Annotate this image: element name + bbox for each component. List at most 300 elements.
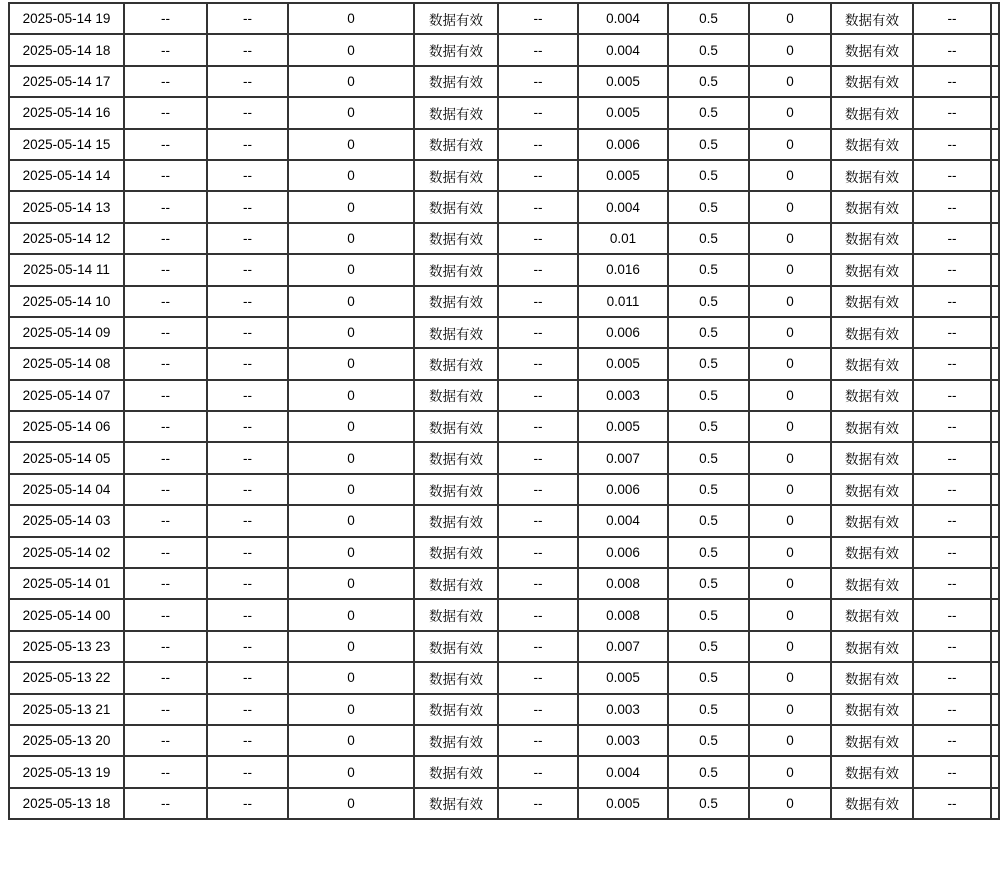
cell-datetime: 2025-05-14 15 xyxy=(9,129,124,160)
cell-zero-a: 0 xyxy=(288,317,414,348)
cell-cutoff xyxy=(991,97,999,128)
cell-datetime: 2025-05-14 06 xyxy=(9,411,124,442)
cell-zero-b: 0 xyxy=(749,505,831,536)
cell-status-b: 数据有效 xyxy=(831,599,913,630)
cell-cutoff xyxy=(991,380,999,411)
table-row xyxy=(9,223,999,254)
cell-dash-b: -- xyxy=(207,599,288,630)
cell-dash-c: -- xyxy=(498,348,578,379)
cell-cutoff xyxy=(991,537,999,568)
cell-zero-a: 0 xyxy=(288,286,414,317)
cell-datetime: 2025-05-14 13 xyxy=(9,191,124,222)
cell-dash-c: -- xyxy=(498,442,578,473)
cell-dash-b: -- xyxy=(207,662,288,693)
cell-threshold: 0.5 xyxy=(668,599,749,630)
table-row xyxy=(9,631,999,662)
cell-dash-b: -- xyxy=(207,442,288,473)
cell-status-b: 数据有效 xyxy=(831,788,913,819)
cell-status-b: 数据有效 xyxy=(831,286,913,317)
cell-cutoff xyxy=(991,254,999,285)
cell-dash-d: -- xyxy=(913,725,991,756)
cell-dash-a: -- xyxy=(124,411,207,442)
cell-dash-c: -- xyxy=(498,537,578,568)
cell-zero-b: 0 xyxy=(749,160,831,191)
cell-dash-a: -- xyxy=(124,34,207,65)
cell-cutoff xyxy=(991,599,999,630)
cell-dash-a: -- xyxy=(124,348,207,379)
cell-dash-c: -- xyxy=(498,631,578,662)
cell-zero-b: 0 xyxy=(749,286,831,317)
cell-status-a: 数据有效 xyxy=(414,411,498,442)
cell-value: 0.005 xyxy=(578,160,668,191)
cell-zero-a: 0 xyxy=(288,66,414,97)
cell-dash-b: -- xyxy=(207,66,288,97)
cell-cutoff xyxy=(991,191,999,222)
cell-threshold: 0.5 xyxy=(668,568,749,599)
cell-zero-b: 0 xyxy=(749,474,831,505)
cell-dash-c: -- xyxy=(498,694,578,725)
table-row xyxy=(9,348,999,379)
cell-dash-d: -- xyxy=(913,34,991,65)
cell-status-b: 数据有效 xyxy=(831,568,913,599)
cell-status-a: 数据有效 xyxy=(414,505,498,536)
cell-datetime: 2025-05-14 00 xyxy=(9,599,124,630)
cell-status-a: 数据有效 xyxy=(414,694,498,725)
cell-datetime: 2025-05-14 09 xyxy=(9,317,124,348)
cell-status-b: 数据有效 xyxy=(831,254,913,285)
cell-status-a: 数据有效 xyxy=(414,474,498,505)
cell-datetime: 2025-05-14 08 xyxy=(9,348,124,379)
cell-dash-d: -- xyxy=(913,442,991,473)
table-row xyxy=(9,568,999,599)
cell-zero-a: 0 xyxy=(288,160,414,191)
cell-dash-b: -- xyxy=(207,223,288,254)
cell-cutoff xyxy=(991,442,999,473)
table-row xyxy=(9,756,999,787)
cell-dash-c: -- xyxy=(498,411,578,442)
table-row xyxy=(9,662,999,693)
table-row xyxy=(9,380,999,411)
cell-dash-b: -- xyxy=(207,568,288,599)
cell-status-a: 数据有效 xyxy=(414,160,498,191)
cell-datetime: 2025-05-14 10 xyxy=(9,286,124,317)
cell-datetime: 2025-05-14 01 xyxy=(9,568,124,599)
cell-value: 0.004 xyxy=(578,756,668,787)
cell-status-a: 数据有效 xyxy=(414,442,498,473)
cell-cutoff xyxy=(991,3,999,34)
cell-dash-c: -- xyxy=(498,599,578,630)
cell-dash-a: -- xyxy=(124,474,207,505)
cell-cutoff xyxy=(991,286,999,317)
cell-dash-a: -- xyxy=(124,286,207,317)
cell-dash-b: -- xyxy=(207,97,288,128)
table-row xyxy=(9,599,999,630)
cell-threshold: 0.5 xyxy=(668,191,749,222)
cell-zero-b: 0 xyxy=(749,254,831,285)
table-body xyxy=(9,3,999,819)
cell-dash-d: -- xyxy=(913,380,991,411)
cell-zero-a: 0 xyxy=(288,411,414,442)
cell-status-a: 数据有效 xyxy=(414,254,498,285)
cell-status-b: 数据有效 xyxy=(831,474,913,505)
cell-dash-d: -- xyxy=(913,223,991,254)
cell-threshold: 0.5 xyxy=(668,474,749,505)
table-row xyxy=(9,317,999,348)
cell-dash-a: -- xyxy=(124,66,207,97)
cell-status-b: 数据有效 xyxy=(831,380,913,411)
cell-dash-d: -- xyxy=(913,317,991,348)
cell-zero-b: 0 xyxy=(749,97,831,128)
table-row xyxy=(9,286,999,317)
cell-dash-b: -- xyxy=(207,160,288,191)
cell-dash-d: -- xyxy=(913,537,991,568)
cell-dash-d: -- xyxy=(913,756,991,787)
cell-status-a: 数据有效 xyxy=(414,725,498,756)
cell-status-a: 数据有效 xyxy=(414,317,498,348)
cell-zero-b: 0 xyxy=(749,694,831,725)
table-row xyxy=(9,66,999,97)
cell-status-b: 数据有效 xyxy=(831,537,913,568)
cell-datetime: 2025-05-13 19 xyxy=(9,756,124,787)
cell-datetime: 2025-05-14 19 xyxy=(9,3,124,34)
table-row xyxy=(9,129,999,160)
cell-status-a: 数据有效 xyxy=(414,380,498,411)
cell-dash-b: -- xyxy=(207,3,288,34)
cell-threshold: 0.5 xyxy=(668,3,749,34)
cell-dash-c: -- xyxy=(498,66,578,97)
cell-zero-a: 0 xyxy=(288,756,414,787)
cell-datetime: 2025-05-14 02 xyxy=(9,537,124,568)
cell-status-a: 数据有效 xyxy=(414,97,498,128)
cell-dash-b: -- xyxy=(207,537,288,568)
cell-zero-a: 0 xyxy=(288,191,414,222)
cell-status-a: 数据有效 xyxy=(414,537,498,568)
cell-threshold: 0.5 xyxy=(668,223,749,254)
table-row xyxy=(9,442,999,473)
cell-value: 0.005 xyxy=(578,97,668,128)
data-table xyxy=(8,2,1000,820)
cell-dash-c: -- xyxy=(498,286,578,317)
cell-threshold: 0.5 xyxy=(668,411,749,442)
cell-zero-b: 0 xyxy=(749,788,831,819)
cell-status-b: 数据有效 xyxy=(831,442,913,473)
cell-status-a: 数据有效 xyxy=(414,568,498,599)
cell-threshold: 0.5 xyxy=(668,160,749,191)
cell-status-b: 数据有效 xyxy=(831,129,913,160)
cell-dash-a: -- xyxy=(124,537,207,568)
cell-value: 0.006 xyxy=(578,474,668,505)
cell-status-a: 数据有效 xyxy=(414,788,498,819)
cell-zero-a: 0 xyxy=(288,631,414,662)
table-row xyxy=(9,537,999,568)
cell-zero-a: 0 xyxy=(288,505,414,536)
table-row xyxy=(9,694,999,725)
cell-dash-c: -- xyxy=(498,3,578,34)
cell-zero-b: 0 xyxy=(749,442,831,473)
cell-value: 0.007 xyxy=(578,442,668,473)
cell-dash-d: -- xyxy=(913,411,991,442)
cell-status-a: 数据有效 xyxy=(414,599,498,630)
cell-dash-c: -- xyxy=(498,568,578,599)
cell-dash-d: -- xyxy=(913,474,991,505)
table-row xyxy=(9,191,999,222)
cell-status-a: 数据有效 xyxy=(414,756,498,787)
cell-dash-a: -- xyxy=(124,788,207,819)
cell-dash-b: -- xyxy=(207,505,288,536)
cell-datetime: 2025-05-14 18 xyxy=(9,34,124,65)
cell-value: 0.011 xyxy=(578,286,668,317)
cell-datetime: 2025-05-14 12 xyxy=(9,223,124,254)
cell-threshold: 0.5 xyxy=(668,286,749,317)
cell-dash-c: -- xyxy=(498,380,578,411)
cell-cutoff xyxy=(991,317,999,348)
cell-value: 0.003 xyxy=(578,725,668,756)
cell-dash-b: -- xyxy=(207,254,288,285)
cell-cutoff xyxy=(991,725,999,756)
cell-datetime: 2025-05-14 03 xyxy=(9,505,124,536)
cell-value: 0.005 xyxy=(578,348,668,379)
cell-dash-c: -- xyxy=(498,505,578,536)
cell-value: 0.004 xyxy=(578,3,668,34)
cell-zero-a: 0 xyxy=(288,662,414,693)
cell-status-b: 数据有效 xyxy=(831,97,913,128)
cell-dash-a: -- xyxy=(124,380,207,411)
cell-dash-d: -- xyxy=(913,160,991,191)
cell-zero-a: 0 xyxy=(288,694,414,725)
cell-status-b: 数据有效 xyxy=(831,160,913,191)
cell-zero-b: 0 xyxy=(749,66,831,97)
cell-status-b: 数据有效 xyxy=(831,505,913,536)
cell-dash-a: -- xyxy=(124,3,207,34)
cell-dash-a: -- xyxy=(124,97,207,128)
cell-status-b: 数据有效 xyxy=(831,66,913,97)
cell-dash-a: -- xyxy=(124,223,207,254)
cell-zero-b: 0 xyxy=(749,3,831,34)
cell-value: 0.006 xyxy=(578,317,668,348)
cell-dash-b: -- xyxy=(207,317,288,348)
cell-zero-b: 0 xyxy=(749,317,831,348)
cell-value: 0.008 xyxy=(578,568,668,599)
cell-status-a: 数据有效 xyxy=(414,3,498,34)
cell-cutoff xyxy=(991,788,999,819)
cell-cutoff xyxy=(991,505,999,536)
cell-status-a: 数据有效 xyxy=(414,631,498,662)
table-row xyxy=(9,3,999,34)
cell-status-a: 数据有效 xyxy=(414,348,498,379)
cell-dash-a: -- xyxy=(124,317,207,348)
cell-dash-d: -- xyxy=(913,662,991,693)
cell-cutoff xyxy=(991,568,999,599)
cell-zero-a: 0 xyxy=(288,254,414,285)
cell-threshold: 0.5 xyxy=(668,317,749,348)
cell-zero-a: 0 xyxy=(288,380,414,411)
cell-value: 0.01 xyxy=(578,223,668,254)
cell-dash-c: -- xyxy=(498,317,578,348)
cell-zero-b: 0 xyxy=(749,380,831,411)
cell-dash-b: -- xyxy=(207,474,288,505)
cell-dash-c: -- xyxy=(498,254,578,285)
cell-status-b: 数据有效 xyxy=(831,725,913,756)
cell-dash-b: -- xyxy=(207,788,288,819)
cell-threshold: 0.5 xyxy=(668,348,749,379)
cell-dash-b: -- xyxy=(207,694,288,725)
cell-dash-d: -- xyxy=(913,129,991,160)
cell-datetime: 2025-05-14 07 xyxy=(9,380,124,411)
cell-dash-b: -- xyxy=(207,191,288,222)
cell-dash-a: -- xyxy=(124,694,207,725)
cell-dash-c: -- xyxy=(498,725,578,756)
cell-dash-c: -- xyxy=(498,160,578,191)
cell-dash-c: -- xyxy=(498,756,578,787)
cell-datetime: 2025-05-13 20 xyxy=(9,725,124,756)
cell-status-b: 数据有效 xyxy=(831,3,913,34)
cell-threshold: 0.5 xyxy=(668,129,749,160)
cell-zero-a: 0 xyxy=(288,223,414,254)
cell-datetime: 2025-05-14 05 xyxy=(9,442,124,473)
cell-cutoff xyxy=(991,348,999,379)
cell-status-a: 数据有效 xyxy=(414,286,498,317)
cell-dash-b: -- xyxy=(207,129,288,160)
cell-status-a: 数据有效 xyxy=(414,34,498,65)
cell-cutoff xyxy=(991,631,999,662)
cell-threshold: 0.5 xyxy=(668,662,749,693)
cell-status-b: 数据有效 xyxy=(831,411,913,442)
cell-dash-c: -- xyxy=(498,97,578,128)
cell-value: 0.003 xyxy=(578,380,668,411)
table-row xyxy=(9,411,999,442)
cell-dash-c: -- xyxy=(498,662,578,693)
cell-datetime: 2025-05-13 21 xyxy=(9,694,124,725)
cell-zero-a: 0 xyxy=(288,725,414,756)
cell-status-b: 数据有效 xyxy=(831,348,913,379)
cell-threshold: 0.5 xyxy=(668,725,749,756)
cell-datetime: 2025-05-14 16 xyxy=(9,97,124,128)
cell-threshold: 0.5 xyxy=(668,97,749,128)
table-row xyxy=(9,788,999,819)
cell-status-b: 数据有效 xyxy=(831,223,913,254)
cell-value: 0.007 xyxy=(578,631,668,662)
table-row xyxy=(9,160,999,191)
cell-status-b: 数据有效 xyxy=(831,631,913,662)
cell-dash-b: -- xyxy=(207,34,288,65)
cell-dash-d: -- xyxy=(913,3,991,34)
cell-dash-b: -- xyxy=(207,631,288,662)
cell-zero-a: 0 xyxy=(288,3,414,34)
cell-dash-c: -- xyxy=(498,34,578,65)
cell-datetime: 2025-05-14 17 xyxy=(9,66,124,97)
cell-zero-b: 0 xyxy=(749,191,831,222)
cell-zero-b: 0 xyxy=(749,599,831,630)
cell-dash-c: -- xyxy=(498,788,578,819)
cell-dash-d: -- xyxy=(913,97,991,128)
cell-value: 0.005 xyxy=(578,66,668,97)
cell-dash-a: -- xyxy=(124,568,207,599)
cell-zero-a: 0 xyxy=(288,788,414,819)
cell-status-a: 数据有效 xyxy=(414,662,498,693)
cell-dash-c: -- xyxy=(498,474,578,505)
table-row xyxy=(9,505,999,536)
cell-datetime: 2025-05-14 14 xyxy=(9,160,124,191)
table-row xyxy=(9,97,999,128)
cell-dash-d: -- xyxy=(913,599,991,630)
cell-threshold: 0.5 xyxy=(668,694,749,725)
cell-value: 0.005 xyxy=(578,788,668,819)
cell-dash-d: -- xyxy=(913,788,991,819)
cell-status-a: 数据有效 xyxy=(414,191,498,222)
cell-dash-a: -- xyxy=(124,191,207,222)
cell-threshold: 0.5 xyxy=(668,631,749,662)
cell-dash-a: -- xyxy=(124,129,207,160)
cell-threshold: 0.5 xyxy=(668,537,749,568)
cell-zero-a: 0 xyxy=(288,34,414,65)
table-row xyxy=(9,34,999,65)
cell-dash-d: -- xyxy=(913,505,991,536)
cell-dash-b: -- xyxy=(207,725,288,756)
cell-status-b: 数据有效 xyxy=(831,756,913,787)
cell-value: 0.004 xyxy=(578,191,668,222)
cell-dash-a: -- xyxy=(124,725,207,756)
cell-dash-a: -- xyxy=(124,254,207,285)
cell-dash-d: -- xyxy=(913,694,991,725)
table-row xyxy=(9,254,999,285)
cell-threshold: 0.5 xyxy=(668,66,749,97)
cell-zero-b: 0 xyxy=(749,34,831,65)
cell-zero-b: 0 xyxy=(749,411,831,442)
cell-zero-a: 0 xyxy=(288,474,414,505)
cell-zero-a: 0 xyxy=(288,348,414,379)
cell-value: 0.016 xyxy=(578,254,668,285)
cell-zero-b: 0 xyxy=(749,129,831,160)
cell-status-b: 数据有效 xyxy=(831,317,913,348)
cell-dash-c: -- xyxy=(498,191,578,222)
cell-cutoff xyxy=(991,34,999,65)
cell-threshold: 0.5 xyxy=(668,505,749,536)
cell-status-b: 数据有效 xyxy=(831,662,913,693)
table-row xyxy=(9,725,999,756)
cell-zero-a: 0 xyxy=(288,442,414,473)
cell-dash-a: -- xyxy=(124,756,207,787)
cell-datetime: 2025-05-13 18 xyxy=(9,788,124,819)
cell-status-a: 数据有效 xyxy=(414,223,498,254)
cell-zero-a: 0 xyxy=(288,537,414,568)
cell-zero-b: 0 xyxy=(749,537,831,568)
cell-dash-a: -- xyxy=(124,599,207,630)
cell-status-a: 数据有效 xyxy=(414,66,498,97)
cell-zero-a: 0 xyxy=(288,97,414,128)
cell-dash-a: -- xyxy=(124,442,207,473)
cell-threshold: 0.5 xyxy=(668,442,749,473)
cell-threshold: 0.5 xyxy=(668,254,749,285)
cell-dash-b: -- xyxy=(207,756,288,787)
cell-dash-a: -- xyxy=(124,631,207,662)
cell-cutoff xyxy=(991,662,999,693)
cell-value: 0.008 xyxy=(578,599,668,630)
cell-zero-b: 0 xyxy=(749,662,831,693)
cell-threshold: 0.5 xyxy=(668,756,749,787)
cell-dash-a: -- xyxy=(124,505,207,536)
cell-dash-c: -- xyxy=(498,223,578,254)
cell-zero-b: 0 xyxy=(749,756,831,787)
cell-dash-b: -- xyxy=(207,348,288,379)
cell-status-a: 数据有效 xyxy=(414,129,498,160)
cell-zero-b: 0 xyxy=(749,223,831,254)
cell-zero-b: 0 xyxy=(749,725,831,756)
cell-dash-d: -- xyxy=(913,254,991,285)
cell-status-b: 数据有效 xyxy=(831,34,913,65)
cell-dash-b: -- xyxy=(207,380,288,411)
cell-threshold: 0.5 xyxy=(668,34,749,65)
cell-zero-b: 0 xyxy=(749,348,831,379)
